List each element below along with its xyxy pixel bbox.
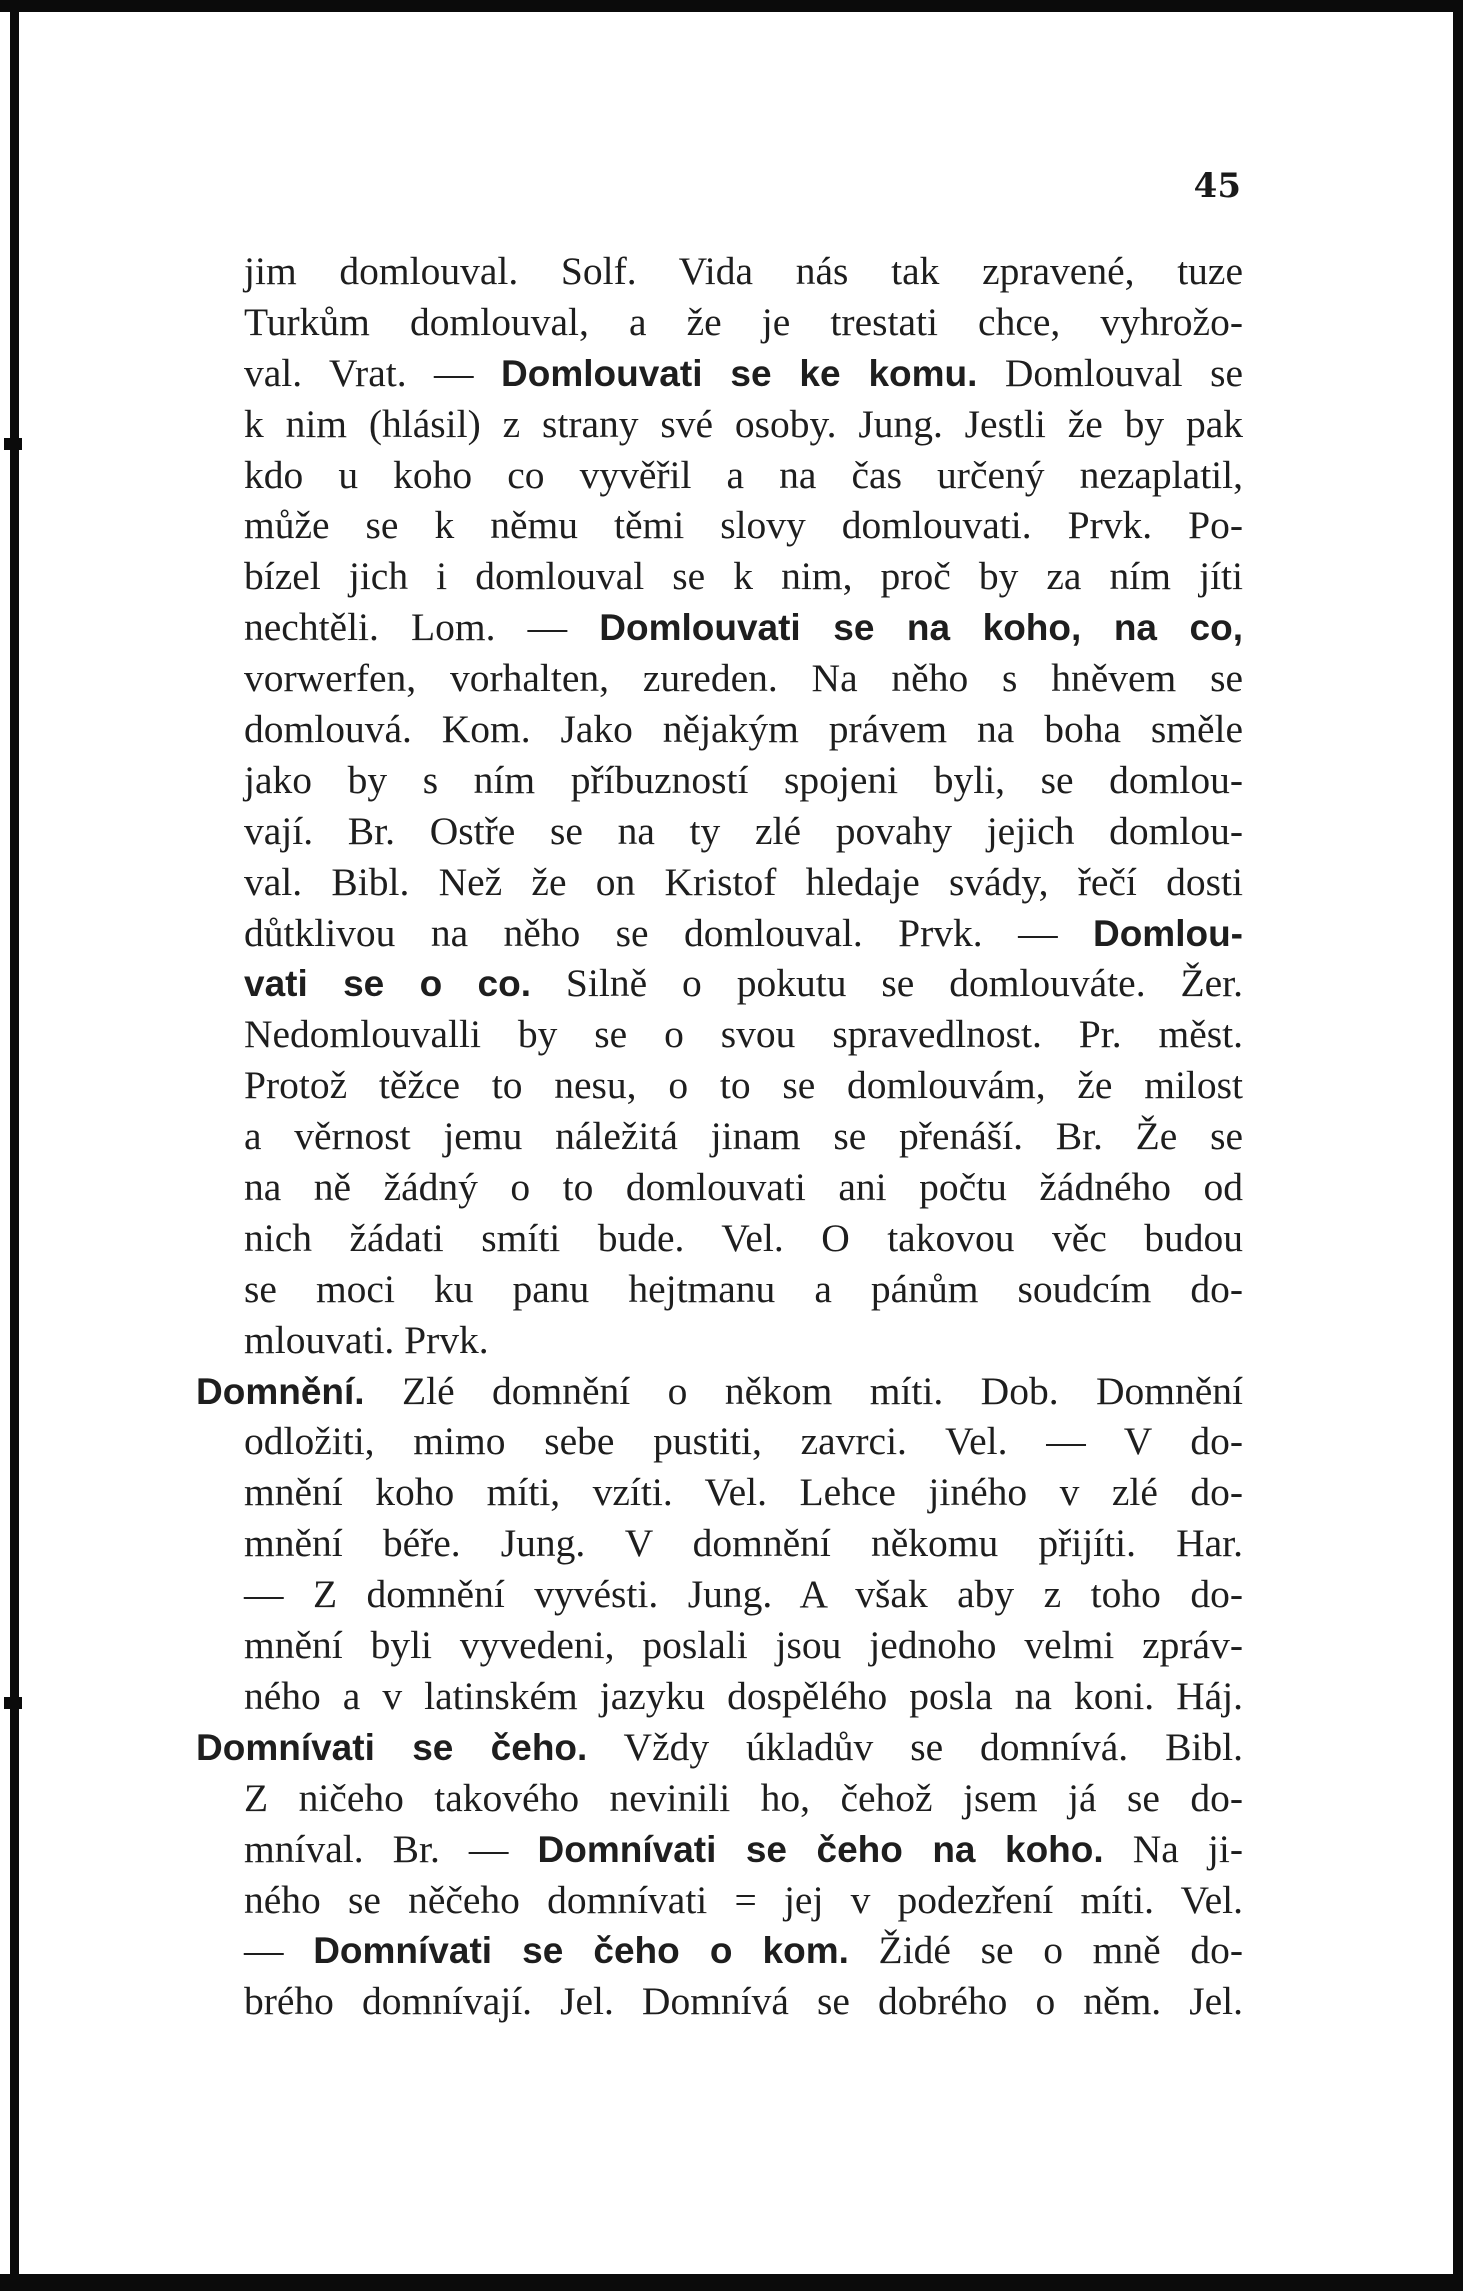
text-line <box>196 1722 1243 1773</box>
text-line <box>196 653 1243 704</box>
page-number: 45 <box>1193 166 1241 206</box>
text-run: Silně o pokutu se domlouváte. Žer. <box>530 961 1243 1006</box>
text-run: ného se něčeho domnívati = jej v podezření míti. Vel. <box>244 1877 1243 1922</box>
text-run: k nim (hlásil) z strany své osoby. Jung. Jestli že by pak <box>244 401 1243 446</box>
text-run: domlouvá. Kom. Jako nějakým právem na boha směle <box>244 707 1243 752</box>
text-line <box>196 551 1243 602</box>
text-line <box>196 755 1243 806</box>
text-run: na ně žádný o to domlouvati ani počtu žádného od <box>244 1165 1243 1210</box>
text-line <box>196 1366 1243 1417</box>
text-run: bízel jich i domlouval se k nim, proč by za ním jíti <box>244 554 1243 599</box>
text-run: ného a v latinském jazyku dospělého posla na koni. Háj. <box>244 1673 1243 1718</box>
headword: Domnění. <box>196 1370 365 1412</box>
text-run: mnění béře. Jung. V domnění někomu přijíti. Har. <box>244 1521 1243 1566</box>
text-line <box>196 1773 1243 1824</box>
text-run: Zlé domnění o někom míti. Dob. Domnění <box>364 1368 1243 1413</box>
text-run: důtklivou na něho se domlouval. Prvk. — <box>244 910 1093 955</box>
text-run: Z ničeho takového nevinili ho, čehož jsem já se do- <box>244 1775 1243 1820</box>
text-line <box>196 1518 1243 1569</box>
text-run: val. Vrat. — <box>244 350 502 395</box>
text-run: Turkům domlouval, a že je trestati chce, vyhrožo- <box>244 299 1243 344</box>
text-run: brého domnívají. Jel. Domnívá se dobrého o něm. Jel. <box>244 1979 1243 2024</box>
text-line <box>196 1009 1243 1060</box>
text-line <box>196 1264 1243 1315</box>
text-line <box>196 958 1243 1009</box>
scan-border-left <box>10 0 19 2291</box>
text-run: odložiti, mimo sebe pustiti, zavrci. Vel. — V do- <box>244 1419 1243 1464</box>
text-line <box>196 1671 1243 1722</box>
text-line <box>196 1315 1243 1366</box>
text-run: jim domlouval. Solf. Vida nás tak zpravené, tuze <box>244 249 1243 293</box>
text-line <box>196 1467 1243 1518</box>
text-run: vorwerfen, vorhalten, zureden. Na něho s hněvem se <box>244 656 1243 701</box>
headword: Domlouvati se na koho, na co, <box>599 607 1243 649</box>
text-line <box>196 1162 1243 1213</box>
text-run: mnění koho míti, vzíti. Vel. Lehce jiného v zlé do- <box>244 1470 1243 1515</box>
text-line <box>196 602 1243 653</box>
text-line <box>196 348 1243 399</box>
text-run: val. Bibl. Než že on Kristof hledaje svády, řečí dosti <box>244 859 1243 904</box>
scan-border-right <box>1453 0 1463 2291</box>
scan-border-top <box>0 0 1463 12</box>
text-line <box>196 450 1243 501</box>
text-line <box>196 297 1243 348</box>
text-line <box>196 857 1243 908</box>
text-line <box>196 1060 1243 1111</box>
headword: vati se o co. <box>244 963 531 1005</box>
text-run: jako by s ním příbuzností spojeni byli, se domlou- <box>244 757 1243 802</box>
text-run: — <box>244 1928 314 1973</box>
text-line <box>196 704 1243 755</box>
text-run: kdo u koho co vyvěřil a na čas určený nezaplatil, <box>244 452 1243 497</box>
headword: Domnívati se čeho. <box>196 1726 588 1768</box>
headword: Domlou- <box>1092 912 1243 954</box>
text-line <box>196 1213 1243 1264</box>
text-line <box>196 1875 1243 1926</box>
text-line <box>196 1111 1243 1162</box>
headword: Domnívati se čeho o kom. <box>313 1930 849 1972</box>
text-run: Židé se o mně do- <box>848 1928 1243 1973</box>
text-line <box>196 1569 1243 1620</box>
text-run: se moci ku panu hejtmanu a pánům soudcím do- <box>244 1266 1243 1311</box>
binding-mark <box>4 1697 22 1709</box>
text-run: Nedomlouvalli by se o svou spravedlnost. Pr. měst. <box>244 1012 1243 1057</box>
text-line <box>196 1976 1243 2027</box>
binding-mark <box>4 438 22 450</box>
text-run: — Z domnění vyvésti. Jung. A však aby z toho do- <box>244 1572 1243 1617</box>
text-run: mnění byli vyvedeni, poslali jsou jednoho velmi zpráv- <box>244 1623 1243 1668</box>
text-run: může se k němu těmi slovy domlouvati. Prvk. Po- <box>244 503 1243 548</box>
scan-border-bottom <box>0 2274 1463 2291</box>
headword: Domnívati se čeho na koho. <box>537 1828 1104 1870</box>
text-line <box>196 806 1243 857</box>
text-line <box>196 1824 1243 1875</box>
text-run: nechtěli. Lom. — <box>244 605 600 650</box>
text-run: Vždy úkladův se domnívá. Bibl. <box>587 1724 1243 1769</box>
text-run: Domlouval se <box>977 350 1243 395</box>
text-line <box>196 1416 1243 1467</box>
text-line <box>196 908 1243 959</box>
text-run: mníval. Br. — <box>244 1826 538 1871</box>
text-line <box>196 399 1243 450</box>
text-run: nich žádati smíti bude. Vel. O takovou věc budou <box>244 1215 1243 1260</box>
text-line <box>196 246 1243 297</box>
dictionary-text <box>196 246 1243 2027</box>
headword: Domlouvati se ke komu. <box>501 352 978 394</box>
text-line <box>196 500 1243 551</box>
text-run: a věrnost jemu náležitá jinam se přenáší. Br. Že se <box>244 1114 1243 1159</box>
text-run: vají. Br. Ostře se na ty zlé povahy jejich domlou- <box>244 808 1243 853</box>
text-run: mlouvati. Prvk. <box>244 1317 489 1362</box>
text-line <box>196 1620 1243 1671</box>
text-run: Na ji- <box>1103 1826 1243 1871</box>
text-line <box>196 1925 1243 1976</box>
text-run: Protož těžce to nesu, o to se domlouvám, že milost <box>244 1063 1243 1108</box>
